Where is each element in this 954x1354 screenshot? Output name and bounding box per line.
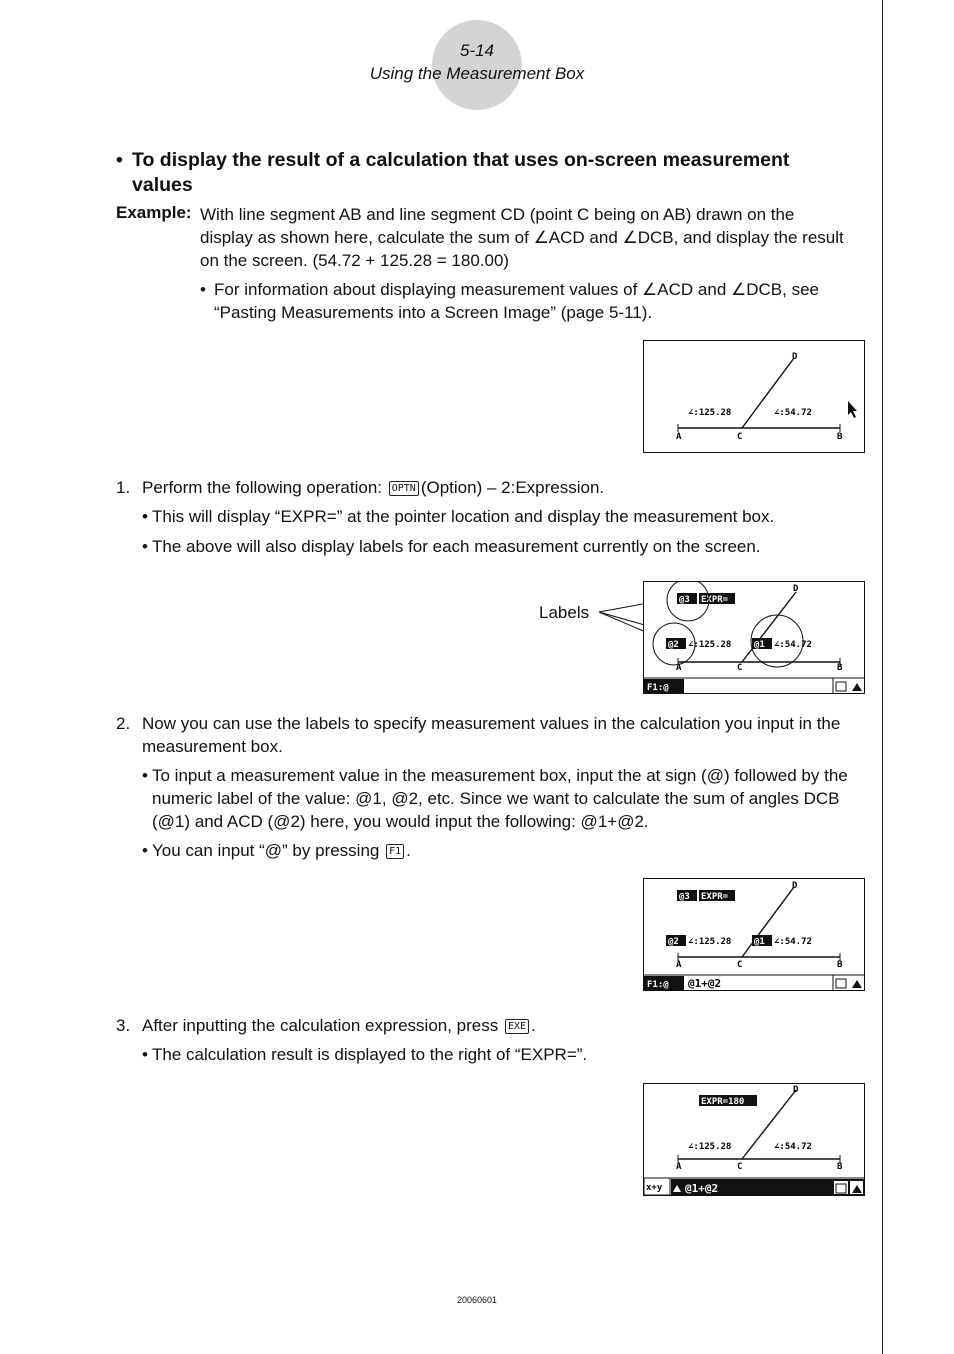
step-1-bullet-1: • This will display “EXPR=” at the pointer location and display the measurement box. [142, 507, 775, 526]
labels-callout-text: Labels [539, 603, 590, 622]
note-text: For information about displaying measurement values of ∠ACD and ∠DCB, see “Pasting Measurements into a Screen Image” (page 5-11). [214, 280, 819, 322]
step-1-text: Perform the following operation: OPTN (Option) – 2:Expression. [142, 478, 605, 497]
svg-text:EXPR=: EXPR= [701, 892, 729, 902]
svg-text:B: B [837, 1162, 843, 1172]
note-bullet: • [200, 280, 206, 299]
svg-text:F1:@: F1:@ [647, 980, 669, 990]
lock-icon [836, 682, 846, 691]
xy-softkey: x+y [646, 1183, 663, 1193]
measurement-box-input: @1+@2 [688, 977, 722, 990]
pointer-icon [848, 401, 857, 418]
svg-text:C: C [737, 960, 743, 970]
point-a-label: A [676, 432, 682, 442]
point-b-label: B [837, 432, 843, 442]
svg-text:@3: @3 [679, 892, 690, 902]
step-2-bullet-1: • To input a measurement value in the measurement box, input the at sign (@) followed by the numeric label of the value: @1, @2, etc. Since we want to calculate the sum of angles DCB (@1) and ACD (@2) here, you would input the following: @1+@2. [142, 766, 848, 831]
point-c-label: C [737, 432, 743, 442]
calculator-screen-3 [643, 878, 865, 991]
measurement-box-result-input: @1+@2 [685, 1182, 719, 1195]
f1-key-icon: F1 [386, 844, 404, 859]
section-title: Using the Measurement Box [369, 64, 585, 83]
example-label: Example: [116, 203, 192, 222]
svg-text:∠:125.28: ∠:125.28 [688, 640, 732, 650]
svg-text:A: A [676, 663, 682, 673]
label-tag-2: @2 [668, 640, 679, 650]
calculator-screen-4 [643, 1083, 865, 1196]
svg-text:C: C [737, 663, 743, 673]
page-right-rule [882, 0, 883, 1354]
step-2-number: 2. [116, 714, 131, 733]
heading-text: To display the result of a calculation that uses on-screen measurement values [132, 149, 790, 196]
label-tag-3: @3 [679, 595, 690, 605]
expr-result: EXPR=180 [701, 1097, 745, 1107]
svg-text:∠:54.72: ∠:54.72 [774, 640, 812, 650]
svg-text:A: A [676, 1162, 682, 1172]
svg-text:∠:54.72: ∠:54.72 [774, 937, 812, 947]
example-note [200, 278, 860, 324]
footer-code: 20060601 [456, 1295, 498, 1305]
optn-key-icon: OPTN [389, 481, 419, 496]
step-2-bullet-2: • You can input “@” by pressing F1 . [142, 841, 411, 860]
step-2 [116, 712, 866, 758]
svg-text:A: A [676, 960, 682, 970]
example-text: With line segment AB and line segment CD (point C being on AB) drawn on the display as shown here, calculate the sum of ∠ACD and ∠DCB, and display the result on the screen. (54.72 + 125.28 = 180.00) [200, 205, 844, 270]
svg-text:@2: @2 [668, 937, 679, 947]
point-d-label: D [792, 352, 798, 362]
svg-text:@1: @1 [754, 937, 765, 947]
svg-text:∠:54.72: ∠:54.72 [774, 1142, 812, 1152]
procedure-heading [116, 148, 846, 198]
calculator-screen-1 [643, 340, 865, 453]
calculator-screen-2 [643, 581, 865, 694]
step-3 [116, 1014, 866, 1037]
step-3-text: After inputting the calculation expression, press EXE . [142, 1016, 536, 1035]
svg-text:∠:125.28: ∠:125.28 [688, 1142, 732, 1152]
svg-text:B: B [837, 960, 843, 970]
svg-text:C: C [737, 1162, 743, 1172]
f1-at-softkey: F1:@ [647, 683, 669, 693]
step-1-number: 1. [116, 478, 131, 497]
svg-text:D: D [793, 1085, 799, 1095]
step-1 [116, 476, 866, 499]
svg-text:D: D [793, 584, 799, 594]
scroll-up-icon [852, 683, 862, 691]
step-1-bullet-2: • The above will also display labels for each measurement currently on the screen. [142, 537, 761, 556]
step-2-text: Now you can use the labels to specify measurement values in the calculation you input in the measurement box. [142, 714, 841, 756]
step-3-bullet-1: • The calculation result is displayed to the right of “EXPR=”. [142, 1045, 588, 1064]
expr-prompt: EXPR= [701, 595, 729, 605]
label-tag-1: @1 [754, 640, 765, 650]
svg-text:D: D [792, 881, 798, 891]
angle-acd-value: ∠:125.28 [688, 408, 732, 418]
svg-text:B: B [837, 663, 843, 673]
heading-bullet: • [116, 149, 123, 171]
page-number: 5-14 [459, 41, 495, 60]
step-3-number: 3. [116, 1016, 131, 1035]
svg-text:∠:125.28: ∠:125.28 [688, 937, 732, 947]
angle-dcb-value: ∠:54.72 [774, 408, 812, 418]
exe-key-icon: EXE [505, 1019, 529, 1034]
